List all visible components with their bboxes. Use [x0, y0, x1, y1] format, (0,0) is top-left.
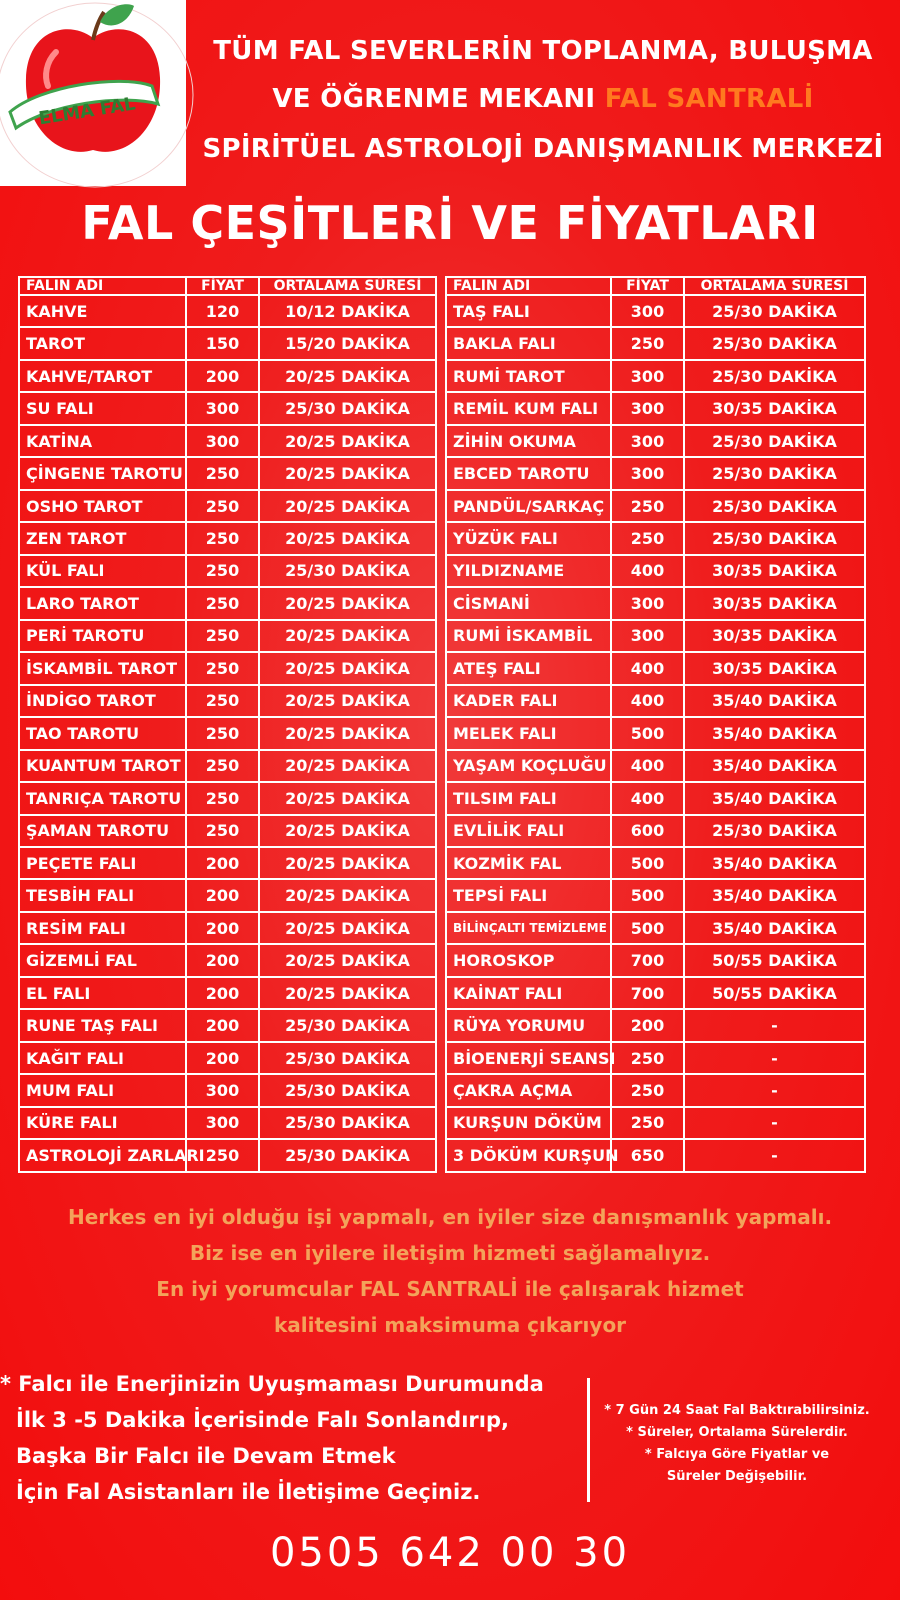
fal-name-cell: YAŞAM KOÇLUĞU: [446, 750, 611, 782]
price-cell: 250: [611, 1042, 684, 1074]
price-cell: 300: [611, 457, 684, 489]
price-cell: 700: [611, 944, 684, 976]
duration-cell: -: [684, 1009, 865, 1041]
fal-name-cell: İSKAMBİL TAROT: [19, 652, 186, 684]
fal-name-cell: İNDİGO TAROT: [19, 685, 186, 717]
price-cell: 500: [611, 717, 684, 749]
price-cell: 250: [186, 750, 259, 782]
table-row: [19, 522, 436, 554]
note-right-line: Süreler Değişebilir.: [666, 1469, 808, 1484]
fal-name-cell: RUMİ TAROT: [446, 360, 611, 392]
table-row: [19, 1042, 436, 1074]
fal-name-cell: EL FALI: [19, 977, 186, 1009]
fal-name-cell: YILDIZNAME: [446, 555, 611, 587]
fal-name-cell: ZEN TAROT: [19, 522, 186, 554]
price-cell: 300: [611, 425, 684, 457]
table-row: [446, 1139, 865, 1172]
duration-cell: 30/35 DAKİKA: [684, 620, 865, 652]
duration-cell: 25/30 DAKİKA: [684, 815, 865, 847]
phone-number[interactable]: 0505 642 00 30: [269, 1530, 631, 1576]
duration-cell: 25/30 DAKİKA: [259, 392, 436, 424]
table-row: [19, 977, 436, 1009]
table-row: [446, 587, 865, 619]
table-row: [19, 425, 436, 457]
price-table-left-body: [19, 295, 436, 1172]
duration-cell: 20/25 DAKİKA: [259, 879, 436, 911]
price-cell: 300: [611, 620, 684, 652]
duration-cell: 35/40 DAKİKA: [684, 912, 865, 944]
duration-cell: -: [684, 1074, 865, 1106]
price-cell: 250: [611, 522, 684, 554]
fal-name-cell: KOZMİK FAL: [446, 847, 611, 879]
table-row: [19, 490, 436, 522]
duration-cell: 25/30 DAKİKA: [684, 457, 865, 489]
price-cell: 500: [611, 879, 684, 911]
fal-name-cell: KAHVE/TAROT: [19, 360, 186, 392]
duration-cell: 20/25 DAKİKA: [259, 620, 436, 652]
price-table-left: [18, 276, 437, 1173]
note-left-line: İlk 3 -5 Dakika İçerisinde Falı Sonlandırıp,: [16, 1408, 509, 1432]
price-cell: 250: [611, 490, 684, 522]
price-cell: 200: [186, 847, 259, 879]
fal-name-cell: ÇİNGENE TAROTU: [19, 457, 186, 489]
header-line-2-prefix: VE ÖĞRENME MEKANI: [272, 84, 605, 114]
table-row: [19, 652, 436, 684]
table-row: [19, 685, 436, 717]
duration-cell: 20/25 DAKİKA: [259, 944, 436, 976]
fal-name-cell: ATEŞ FALI: [446, 652, 611, 684]
fal-name-cell: KÜL FALI: [19, 555, 186, 587]
fal-name-cell: ÇAKRA AÇMA: [446, 1074, 611, 1106]
price-cell: 700: [611, 977, 684, 1009]
table-row: [446, 652, 865, 684]
table-row: [446, 522, 865, 554]
fal-name-cell: HOROSKOP: [446, 944, 611, 976]
fal-name-cell: TANRIÇA TAROTU: [19, 782, 186, 814]
duration-cell: 20/25 DAKİKA: [259, 425, 436, 457]
duration-cell: 25/30 DAKİKA: [259, 1042, 436, 1074]
duration-cell: 35/40 DAKİKA: [684, 750, 865, 782]
price-cell: 400: [611, 782, 684, 814]
fal-name-cell: KUANTUM TAROT: [19, 750, 186, 782]
table-row: [19, 1139, 436, 1172]
table-row: [446, 392, 865, 424]
table-row: [446, 1009, 865, 1041]
table-row: [446, 457, 865, 489]
fal-name-cell: KAİNAT FALI: [446, 977, 611, 1009]
price-cell: 250: [186, 1139, 259, 1172]
table-row: [446, 295, 865, 327]
note-left-line: * Falcı ile Enerjinizin Uyuşmaması Durumunda: [0, 1372, 544, 1396]
duration-cell: -: [684, 1107, 865, 1139]
table-row: [446, 327, 865, 359]
fal-name-cell: PEÇETE FALI: [19, 847, 186, 879]
table-row: [19, 587, 436, 619]
fal-name-cell: KURŞUN DÖKÜM: [446, 1107, 611, 1139]
price-cell: 250: [611, 327, 684, 359]
duration-cell: 20/25 DAKİKA: [259, 652, 436, 684]
fal-name-cell: KATİNA: [19, 425, 186, 457]
table-row: [446, 879, 865, 911]
price-cell: 250: [186, 620, 259, 652]
duration-cell: 50/55 DAKİKA: [684, 977, 865, 1009]
header-line-1: TÜM FAL SEVERLERİN TOPLANMA, BULUŞMA: [213, 36, 873, 66]
fal-name-cell: RUNE TAŞ FALI: [19, 1009, 186, 1041]
duration-cell: 25/30 DAKİKA: [684, 327, 865, 359]
table-row: [446, 717, 865, 749]
fal-name-cell: EBCED TAROTU: [446, 457, 611, 489]
duration-cell: 35/40 DAKİKA: [684, 782, 865, 814]
duration-cell: -: [684, 1139, 865, 1172]
duration-cell: 20/25 DAKİKA: [259, 717, 436, 749]
slogan-line-2: Biz ise en iyilere iletişim hizmeti sağlamalıyız.: [189, 1241, 711, 1265]
duration-cell: 20/25 DAKİKA: [259, 360, 436, 392]
duration-cell: 20/25 DAKİKA: [259, 847, 436, 879]
table-row: [19, 620, 436, 652]
brand-name-accent: FAL SANTRALİ: [604, 84, 814, 114]
energy-mismatch-note: [0, 1366, 585, 1510]
fal-name-cell: KAĞIT FALI: [19, 1042, 186, 1074]
notes-divider: [587, 1378, 590, 1502]
duration-cell: 20/25 DAKİKA: [259, 587, 436, 619]
table-row: [446, 912, 865, 944]
service-info-note: [592, 1400, 882, 1488]
fal-name-cell: KADER FALI: [446, 685, 611, 717]
duration-cell: 50/55 DAKİKA: [684, 944, 865, 976]
fal-name-cell: TESBİH FALI: [19, 879, 186, 911]
table-row: [446, 620, 865, 652]
table-row: [19, 392, 436, 424]
price-cell: 400: [611, 652, 684, 684]
price-cell: 120: [186, 295, 259, 327]
fal-name-cell: PANDÜL/SARKAÇ: [446, 490, 611, 522]
price-cell: 650: [611, 1139, 684, 1172]
duration-cell: 15/20 DAKİKA: [259, 327, 436, 359]
table-row: [446, 490, 865, 522]
column-header-name: FALIN ADI: [19, 277, 186, 295]
price-cell: 400: [611, 685, 684, 717]
table-row: [19, 457, 436, 489]
table-header-row: [446, 277, 865, 295]
fal-name-cell: KÜRE FALI: [19, 1107, 186, 1139]
price-cell: 200: [186, 1042, 259, 1074]
table-row: [446, 1107, 865, 1139]
table-row: [19, 750, 436, 782]
price-cell: 250: [186, 522, 259, 554]
fal-name-cell: ŞAMAN TAROTU: [19, 815, 186, 847]
duration-cell: 20/25 DAKİKA: [259, 457, 436, 489]
column-header-name: FALIN ADI: [446, 277, 611, 295]
price-cell: 400: [611, 750, 684, 782]
price-tables: [18, 276, 864, 1173]
column-header-price: FİYAT: [611, 277, 684, 295]
table-row: [446, 1042, 865, 1074]
price-table-right-body: [446, 295, 865, 1172]
fal-name-cell: LARO TAROT: [19, 587, 186, 619]
duration-cell: 20/25 DAKİKA: [259, 815, 436, 847]
table-row: [19, 1009, 436, 1041]
price-cell: 250: [186, 717, 259, 749]
duration-cell: 25/30 DAKİKA: [684, 295, 865, 327]
column-header-price: FİYAT: [186, 277, 259, 295]
table-row: [446, 944, 865, 976]
table-row: [446, 360, 865, 392]
duration-cell: 25/30 DAKİKA: [259, 1139, 436, 1172]
price-cell: 250: [186, 490, 259, 522]
note-right-line: * Falcıya Göre Fiyatlar ve: [644, 1447, 830, 1462]
price-cell: 200: [186, 1009, 259, 1041]
fal-name-cell: TAROT: [19, 327, 186, 359]
fal-name-cell: YÜZÜK FALI: [446, 522, 611, 554]
table-row: [19, 879, 436, 911]
table-row: [446, 977, 865, 1009]
price-cell: 300: [186, 1074, 259, 1106]
apple-logo-icon: [0, 0, 186, 186]
fal-name-cell: MELEK FALI: [446, 717, 611, 749]
slogan-line-4: kalitesini maksimuma çıkarıyor: [273, 1313, 627, 1337]
table-row: [446, 685, 865, 717]
table-row: [446, 1074, 865, 1106]
fal-name-cell: TEPSİ FALI: [446, 879, 611, 911]
duration-cell: 25/30 DAKİKA: [259, 1074, 436, 1106]
duration-cell: 20/25 DAKİKA: [259, 522, 436, 554]
fal-name-cell: GİZEMLİ FAL: [19, 944, 186, 976]
table-row: [19, 1074, 436, 1106]
table-row: [446, 847, 865, 879]
column-header-duration: ORTALAMA SÜRESİ: [259, 277, 436, 295]
duration-cell: 30/35 DAKİKA: [684, 587, 865, 619]
table-row: [19, 944, 436, 976]
table-row: [446, 555, 865, 587]
table-row: [19, 360, 436, 392]
table-row: [446, 425, 865, 457]
table-row: [19, 815, 436, 847]
price-cell: 250: [186, 587, 259, 619]
price-cell: 250: [186, 652, 259, 684]
duration-cell: 35/40 DAKİKA: [684, 717, 865, 749]
logo: [0, 0, 186, 186]
fal-name-cell: RESİM FALI: [19, 912, 186, 944]
price-cell: 300: [611, 392, 684, 424]
price-cell: 200: [186, 360, 259, 392]
fal-name-cell: BAKLA FALI: [446, 327, 611, 359]
price-cell: 250: [186, 685, 259, 717]
price-cell: 300: [186, 1107, 259, 1139]
duration-cell: 35/40 DAKİKA: [684, 847, 865, 879]
fal-name-cell: CİSMANİ: [446, 587, 611, 619]
fal-name-cell: TAO TAROTU: [19, 717, 186, 749]
fal-name-cell: ZİHİN OKUMA: [446, 425, 611, 457]
price-cell: 250: [186, 457, 259, 489]
duration-cell: 35/40 DAKİKA: [684, 685, 865, 717]
duration-cell: 35/40 DAKİKA: [684, 879, 865, 911]
duration-cell: 25/30 DAKİKA: [259, 1107, 436, 1139]
fal-name-cell: SU FALI: [19, 392, 186, 424]
price-cell: 200: [186, 944, 259, 976]
duration-cell: 20/25 DAKİKA: [259, 490, 436, 522]
price-cell: 250: [186, 815, 259, 847]
price-cell: 500: [611, 912, 684, 944]
duration-cell: 25/30 DAKİKA: [684, 522, 865, 554]
table-row: [19, 555, 436, 587]
table-row: [19, 1107, 436, 1139]
price-cell: 250: [186, 782, 259, 814]
duration-cell: 20/25 DAKİKA: [259, 750, 436, 782]
header-line-2: [186, 84, 900, 114]
fal-name-cell: PERİ TAROTU: [19, 620, 186, 652]
duration-cell: 20/25 DAKİKA: [259, 977, 436, 1009]
duration-cell: 30/35 DAKİKA: [684, 392, 865, 424]
duration-cell: 10/12 DAKİKA: [259, 295, 436, 327]
duration-cell: 25/30 DAKİKA: [684, 425, 865, 457]
fal-name-cell: OSHO TAROT: [19, 490, 186, 522]
slogan-line-3: En iyi yorumcular FAL SANTRALİ ile çalışarak hizmet: [156, 1277, 744, 1301]
price-cell: 200: [186, 977, 259, 1009]
page-title: FAL ÇEŞİTLERİ VE FİYATLARI: [81, 196, 819, 250]
fal-name-cell: REMİL KUM FALI: [446, 392, 611, 424]
fal-name-cell: KAHVE: [19, 295, 186, 327]
fal-name-cell: RÜYA YORUMU: [446, 1009, 611, 1041]
price-cell: 250: [186, 555, 259, 587]
duration-cell: 20/25 DAKİKA: [259, 685, 436, 717]
table-row: [19, 717, 436, 749]
duration-cell: -: [684, 1042, 865, 1074]
price-cell: 300: [186, 425, 259, 457]
table-row: [446, 815, 865, 847]
duration-cell: 30/35 DAKİKA: [684, 652, 865, 684]
note-right-line: * Süreler, Ortalama Sürelerdir.: [626, 1425, 848, 1440]
duration-cell: 20/25 DAKİKA: [259, 912, 436, 944]
table-row: [446, 782, 865, 814]
duration-cell: 30/35 DAKİKA: [684, 555, 865, 587]
table-row: [446, 750, 865, 782]
price-cell: 200: [186, 879, 259, 911]
note-right-line: * 7 Gün 24 Saat Fal Baktırabilirsiniz.: [604, 1403, 870, 1418]
table-header-row: [19, 277, 436, 295]
price-cell: 200: [611, 1009, 684, 1041]
fal-name-cell: RUMİ İSKAMBİL: [446, 620, 611, 652]
price-cell: 300: [611, 587, 684, 619]
table-row: [19, 912, 436, 944]
duration-cell: 25/30 DAKİKA: [259, 555, 436, 587]
fal-name-cell: MUM FALI: [19, 1074, 186, 1106]
price-cell: 300: [611, 360, 684, 392]
duration-cell: 25/30 DAKİKA: [684, 360, 865, 392]
fal-name-cell: 3 DÖKÜM KURŞUN: [446, 1139, 611, 1172]
table-row: [19, 782, 436, 814]
note-left-line: Başka Bir Falcı ile Devam Etmek: [16, 1444, 396, 1468]
fal-name-cell: TILSIM FALI: [446, 782, 611, 814]
header-line-3: SPİRİTÜEL ASTROLOJİ DANIŞMANLIK MERKEZİ: [202, 134, 884, 164]
price-cell: 150: [186, 327, 259, 359]
table-row: [19, 327, 436, 359]
price-table-right: [445, 276, 866, 1173]
logo-text: ELMA FAL: [37, 93, 137, 130]
price-cell: 400: [611, 555, 684, 587]
price-cell: 200: [186, 912, 259, 944]
column-header-duration: ORTALAMA SÜRESİ: [684, 277, 865, 295]
slogan-line-1: Herkes en iyi olduğu işi yapmalı, en iyiler size danışmanlık yapmalı.: [67, 1205, 833, 1229]
fal-name-cell: TAŞ FALI: [446, 295, 611, 327]
note-left-line: İçin Fal Asistanları ile İletişime Geçiniz.: [16, 1480, 481, 1504]
duration-cell: 25/30 DAKİKA: [259, 1009, 436, 1041]
table-row: [19, 295, 436, 327]
fal-name-cell: ASTROLOJİ ZARLARI: [19, 1139, 186, 1172]
fal-name-cell: EVLİLİK FALI: [446, 815, 611, 847]
price-cell: 250: [611, 1074, 684, 1106]
price-cell: 300: [611, 295, 684, 327]
price-cell: 600: [611, 815, 684, 847]
duration-cell: 25/30 DAKİKA: [684, 490, 865, 522]
price-cell: 300: [186, 392, 259, 424]
fal-name-cell: BİOENERJİ SEANSI: [446, 1042, 611, 1074]
price-cell: 250: [611, 1107, 684, 1139]
duration-cell: 20/25 DAKİKA: [259, 782, 436, 814]
fal-name-cell: BİLİNÇALTI TEMİZLEME: [446, 912, 611, 944]
price-cell: 500: [611, 847, 684, 879]
table-row: [19, 847, 436, 879]
